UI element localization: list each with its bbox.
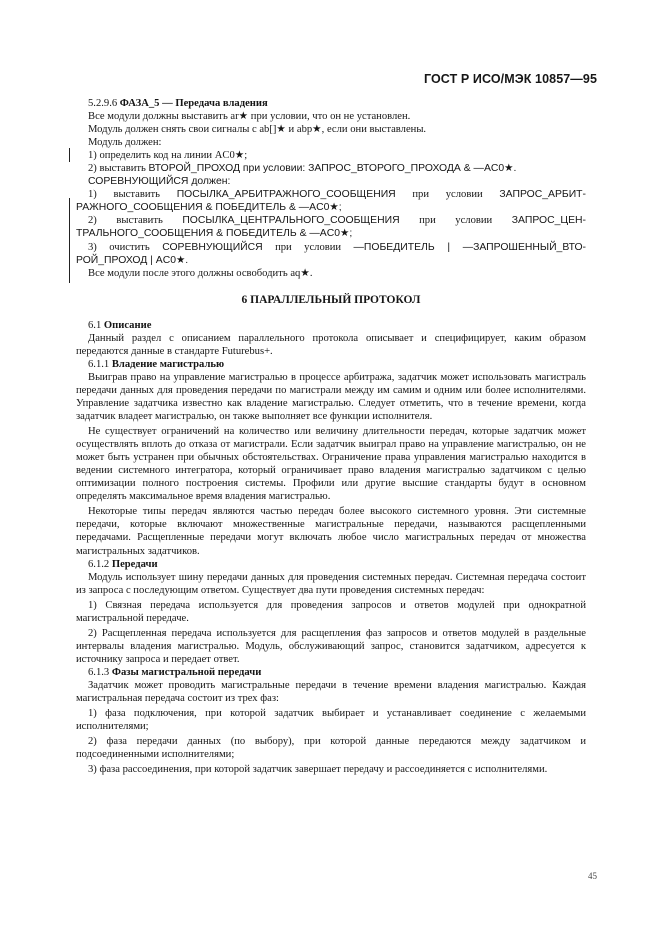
phase5-line-11 — [76, 241, 586, 254]
s613-number: 6.1.3 — [88, 666, 110, 678]
phase5-heading — [76, 97, 586, 110]
s61-number: 6.1 — [88, 319, 102, 331]
phase5-line-11-signal: СОРЕВНУЮЩИЙСЯ — [162, 241, 263, 253]
s612-paragraph: Модуль использует шину передачи данных для проведения системных передач. Системная передача состоит из запроса с последующим ответом. Существует два пути проведения системных передач: — [76, 571, 586, 596]
phase5-line-9-signal: ПОСЫЛКА_ЦЕНТРАЛЬНОГО_СООБЩЕНИЯ — [182, 215, 400, 227]
phase5-line-5-prefix: 2) выставить — [88, 163, 149, 175]
phase5-line-1: Все модули должны выставить ar★ при условии, что он не установлен. — [88, 111, 411, 123]
phase5-line-11-expr: —ПОБЕДИТЕЛЬ | —ЗАПРОШЕННЫЙ_ВТО- — [353, 241, 586, 253]
s61-paragraph: Данный раздел с описанием параллельного протокола описывает и специфицирует, каким образом передаются данные в стандарте Futurebus+. — [76, 332, 586, 357]
s613-heading — [76, 666, 586, 679]
s612-title: Передачи — [111, 558, 158, 570]
phase5-line-12: РОЙ_ПРОХОД | AC0★. — [76, 254, 189, 266]
s613-item-1: 1) фаза подключения, при которой задатчик выбирает и устанавливает соединение с желаемыми исполнителями; — [76, 708, 586, 733]
s61-title: Описание — [103, 319, 152, 331]
s612-item-1: 1) Связная передача используется для проведения запросов и ответов модулей при однократной магистральной передаче. — [76, 599, 586, 624]
s611-paragraph-3: Некоторые типы передач являются частью передач более высокого системного уровня. Эти системные передачи, которые включают множественные магистральные передачи, называются расщепленными передачами. Расщепленные передачи могут включать любое число магистральных передач от множества магистральных задатчиков. — [76, 506, 586, 557]
s613-item-3: 3) фаза рассоединения, при которой задатчик завершает передачу и рассоединяется с исполнителями. — [88, 764, 548, 776]
phase5-line-7 — [76, 188, 586, 201]
phase5-line-8: РАЖНОГО_СООБЩЕНИЯ & ПОБЕДИТЕЛЬ & —AC0★; — [76, 202, 342, 214]
phase5-line-9 — [76, 214, 586, 227]
phase5-line-6: СОРЕВНУЮЩИЙСЯ должен: — [88, 176, 231, 188]
phase5-line-9-cond: при условии — [399, 215, 512, 227]
s612-item-2: 2) Расщепленная передача используется для расщепления фаз запросов и ответов модулей в раздельные интервалы владения магистралью. Модуль, обслуживающий запрос, становится задатчиком, адресуется к источнику запроса и передает ответ. — [76, 627, 586, 665]
phase5-line-7-signal: ПОСЫЛКА_АРБИТРАЖНОГО_СООБЩЕНИЯ — [176, 189, 396, 201]
phase5-line-13: Все модули после этого должны освободить aq★. — [88, 267, 313, 279]
s611-number: 6.1.1 — [88, 358, 110, 370]
phase5-line-2: Модуль должен снять свои сигналы с ab[]★ и abp★, если они выставлены. — [88, 124, 427, 136]
s613-paragraph: Задатчик может проводить магистральные передачи в течение времени владения магистралью. Каждая магистральная передача состоит из трех фаз: — [76, 679, 586, 705]
page-number: 45 — [588, 871, 597, 881]
page-content — [76, 97, 586, 776]
phase5-line-9-expr: ЗАПРОС_ЦЕН- — [511, 215, 586, 227]
phase5-line-7-prefix: 1) выставить — [88, 189, 177, 201]
phase5-line-4: 1) определить код на линии AC0★; — [88, 150, 248, 162]
phase5-line-5 — [76, 162, 586, 175]
phase5-line-11-prefix: 3) очистить — [88, 241, 163, 253]
phase5-line-3: Модуль должен: — [88, 137, 162, 149]
s612-heading — [76, 558, 586, 571]
phase5-line-7-cond: при условии — [395, 189, 500, 201]
s611-paragraph-2: Не существует ограничений на количество или величину длительности передач, которые задатчик может осуществлять вплоть до отказа от магистрали. Если задатчик выиграл право на управление магистралью, он не может быть устранен при обычных обстоятельствах. Ограничение права управления магистралью находится в ведении системного интегратора, который ограничивает право владения магистралью задатчиком с целью оптимизации полного построения системы. Профили или другие высшие стандарты будут в основном определять максимальное время владения магистралью. — [76, 426, 586, 503]
s61-heading — [76, 319, 586, 332]
s611-paragraph-1: Выиграв право на управление магистралью в процессе арбитража, задатчик может использовать магистраль передачи данных для проведения передачи по магистрали между им самим и одним или более исполнителями. Управление задатчика известно как владение магистралью. Следует отметить, что в течение времени, когда задатчик владеет магистралью, он также выполняет все функции исполнителя. — [76, 371, 586, 423]
s613-item-2: 2) фаза передачи данных (по выбору), при которой данные передаются между задатчиком и подсоединенными исполнителями; — [76, 736, 586, 761]
phase5-line-10: ТРАЛЬНОГО_СООБЩЕНИЯ & ПОБЕДИТЕЛЬ & —AC0★; — [76, 228, 353, 240]
phase5-number: 5.2.9.6 — [88, 98, 118, 109]
revision-bar-2 — [69, 198, 70, 283]
s611-title: Владение магистралью — [111, 358, 225, 370]
phase5-title: ФАЗА_5 — Передача владения — [119, 98, 268, 109]
phase5-line-9-prefix: 2) выставить — [88, 215, 183, 227]
s613-title: Фазы магистральной передачи — [111, 666, 262, 678]
s611-heading — [76, 358, 586, 371]
section-6-title: 6 ПАРАЛЛЕЛЬНЫЙ ПРОТОКОЛ — [241, 293, 421, 306]
revision-bar-1 — [69, 148, 70, 162]
phase5-line-7-expr: ЗАПРОС_АРБИТ- — [499, 189, 586, 201]
s612-number: 6.1.2 — [88, 558, 110, 570]
phase5-line-11-cond: при условии — [262, 241, 354, 253]
document-header: ГОСТ Р ИСО/МЭК 10857—95 — [423, 72, 597, 86]
phase5-line-5-signal: ВТОРОЙ_ПРОХОД при условии: ЗАПРОС_ВТОРОГО_ПРОХОДА & —AC0★. — [148, 163, 517, 175]
